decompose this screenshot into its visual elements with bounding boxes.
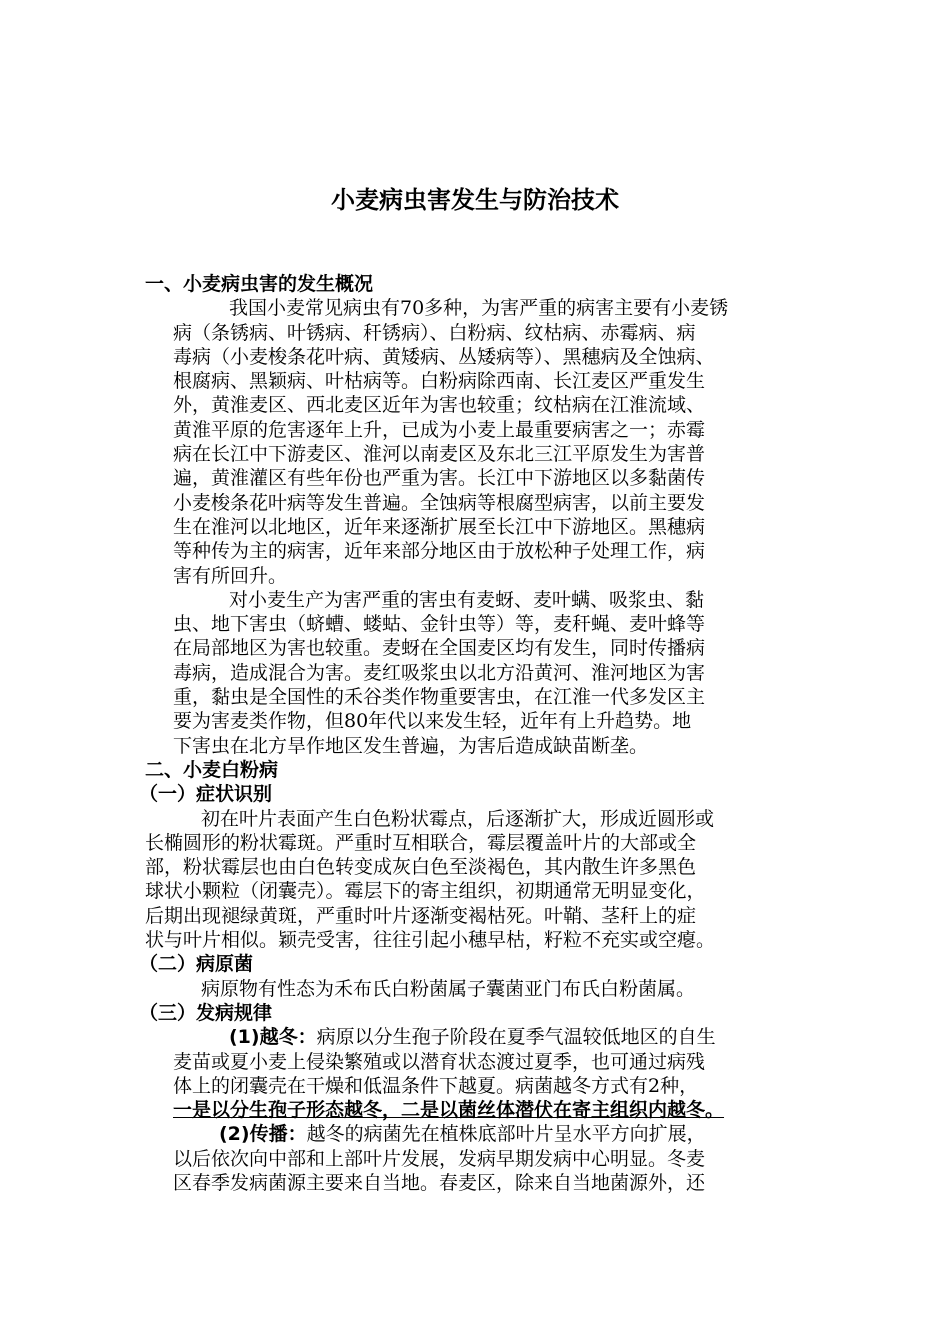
overwinter-paragraph	[145, 1025, 825, 1122]
spread-first-line: 越冬的病菌先在植株底部叶片呈水平方向扩展，	[306, 1123, 706, 1146]
text-line: 根腐病、黑颖病、叶枯病等。白粉病除西南、长江麦区严重发生	[173, 370, 706, 393]
text-line: 小麦梭条花叶病等发生普遍。全蚀病等根腐型病害，以前主要发	[173, 491, 706, 514]
text-line: 球状小颗粒（闭囊壳）。霉层下的寄主组织，初期通常无明显变化，	[145, 880, 706, 903]
text-line: 我国小麦常见病虫有70多种，为害严重的病害主要有小麦锈	[229, 297, 729, 320]
text-line	[173, 1122, 825, 1146]
symptoms-paragraph	[145, 807, 825, 953]
overwinter-label: (1)越冬：	[229, 1026, 317, 1049]
subsection-heading-disease-pattern: （三）发病规律	[139, 1001, 273, 1024]
text-line: 病在长江中下游麦区、淮河以南麦区及东北三江平原发生为害普	[173, 443, 706, 466]
text-line: 初在叶片表面产生白色粉状霉点，后逐渐扩大，形成近圆形或	[201, 807, 715, 830]
pathogen-text: 病原物有性态为禾布氏白粉菌属子囊菌亚门布氏白粉菌属。	[201, 977, 696, 1000]
text-line: 毒病（小麦梭条花叶病、黄矮病、丛矮病等）、黑穗病及全蚀病、	[173, 345, 715, 368]
text-line: 黄淮平原的危害逐年上升，已成为小麦上最重要病害之一；赤霉	[173, 418, 706, 441]
overview-disease-paragraph	[145, 296, 825, 588]
text-line: 后期出现褪绿黄斑，严重时叶片逐渐变褐枯死。叶鞘、茎秆上的症	[145, 904, 697, 927]
text-line: 区春季发病菌源主要来自当地。春麦区，除来自当地菌源外，还	[173, 1171, 706, 1194]
text-line: 生在淮河以北地区，近年来逐渐扩展至长江中下游地区。黑穗病	[173, 515, 706, 538]
text-line: 下害虫在北方旱作地区发生普遍，为害后造成缺苗断垄。	[173, 734, 649, 757]
text-line: 要为害麦类作物，但80年代以来发生轻，近年有上升趋势。地	[173, 710, 692, 733]
text-line: 毒病，造成混合为害。麦红吸浆虫以北方沿黄河、淮河地区为害	[173, 661, 706, 684]
page-title: 小麦病虫害发生与防治技术	[331, 186, 619, 214]
text-line: 遍，黄淮灌区有些年份也严重为害。长江中下游地区以多黏菌传	[173, 467, 706, 490]
text-line: 等种传为主的病害，近年来部分地区由于放松种子处理工作，病	[173, 540, 706, 563]
text-line: 在局部地区为害也较重。麦蚜在全国麦区均有发生，同时传播病	[173, 637, 706, 660]
text-line	[173, 1098, 825, 1122]
text-line: 以后依次向中部和上部叶片发展，发病早期发病中心明显。冬麦	[173, 1147, 706, 1170]
overwinter-first-line: 病原以分生孢子阶段在夏季气温较低地区的自生	[316, 1026, 716, 1049]
text-line: 长椭圆形的粉状霉斑。严重时互相联合，霉层覆盖叶片的大部或全	[145, 831, 697, 854]
section-heading-powdery-mildew: 二、小麦白粉病	[145, 758, 279, 781]
text-line: 状与叶片相似。颖壳受害，往往引起小穗早枯，籽粒不充实或空瘪。	[145, 929, 716, 952]
text-line: 虫、地下害虫（蛴螬、蝼蛄、金针虫等）等，麦秆蝇、麦叶蜂等	[173, 613, 706, 636]
text-line: 麦苗或夏小麦上侵染繁殖或以潜育状态渡过夏季，也可通过病残	[173, 1050, 706, 1073]
spread-paragraph	[145, 1122, 825, 1195]
text-line: 部，粉状霉层也由白色转变成灰白色至淡褐色，其内散生许多黑色	[145, 856, 697, 879]
spread-label: (2)传播：	[219, 1123, 307, 1146]
text-line: 重，黏虫是全国性的禾谷类作物重要害虫，在江淮一代多发区主	[173, 686, 706, 709]
overview-pest-paragraph	[145, 588, 825, 758]
overwinter-emphasis: 一是以分生孢子形态越冬，二是以菌丝体潜伏在寄主组织内越冬。	[173, 1099, 725, 1122]
subsection-heading-symptoms: （一）症状识别	[139, 783, 273, 806]
text-line: 对小麦生产为害严重的害虫有麦蚜、麦叶螨、吸浆虫、黏	[229, 588, 705, 611]
section-heading-overview: 一、小麦病虫害的发生概况	[145, 273, 374, 295]
text-line: 外，黄淮麦区、西北麦区近年为害也较重；纹枯病在江淮流域、	[173, 394, 706, 417]
text-line: 害有所回升。	[173, 564, 288, 587]
document-body	[139, 272, 825, 1195]
subsection-heading-pathogen: （二）病原菌	[139, 953, 254, 976]
text-line: 体上的闭囊壳在干燥和低温条件下越夏。病菌越冬方式有2种，	[173, 1074, 699, 1097]
text-line	[173, 1025, 825, 1049]
text-line: 病（条锈病、叶锈病、秆锈病）、白粉病、纹枯病、赤霉病、病	[173, 321, 696, 344]
